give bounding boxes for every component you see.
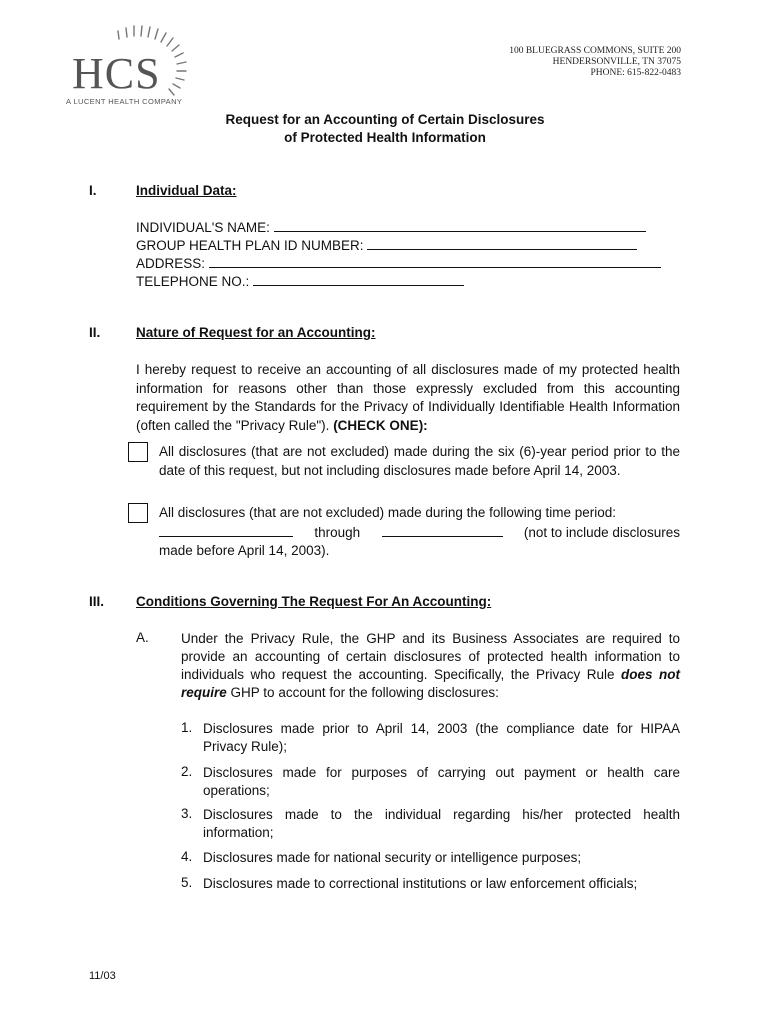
list-item-number: 4.	[181, 849, 193, 864]
document-title	[0, 111, 770, 147]
list-item-number: 5.	[181, 875, 193, 890]
through-label: through	[314, 524, 361, 540]
conditions-text-after: GHP to account for the following disclosures:	[230, 685, 499, 700]
individual-name-row	[136, 218, 646, 237]
company-address	[509, 46, 681, 79]
list-item-number: 1.	[181, 720, 193, 735]
address-label: ADDRESS:	[136, 256, 206, 271]
list-item-text: Disclosures made for national security or intelligence purposes;	[203, 850, 582, 865]
plan-id-label: GROUP HEALTH PLAN ID NUMBER:	[136, 238, 364, 253]
plan-id-row	[136, 236, 637, 255]
exclusion-note-start: (not to include disclosures	[523, 524, 680, 540]
check-one-label: (CHECK ONE):	[333, 417, 428, 433]
address-line-2: HENDERSONVILLE, TN 37075	[552, 57, 681, 67]
conditions-text-before: Under the Privacy Rule, the GHP and its Business Associates are required to provide an accounting of certain disclosures of protected health information to individuals who request the accounting. Specifically, the Privacy Rule	[181, 631, 680, 682]
list-item-number: 2.	[181, 764, 193, 779]
telephone-row	[136, 272, 464, 291]
section-2-number: II.	[89, 325, 101, 340]
telephone-label: TELEPHONE NO.:	[136, 274, 250, 289]
section-1-number: I.	[89, 183, 97, 198]
address-line-1: 100 BLUEGRASS COMMONS, SUITE 200	[509, 46, 681, 56]
individual-name-label: INDIVIDUAL'S NAME:	[136, 220, 270, 235]
title-line-2: of Protected Health Information	[284, 130, 486, 145]
subsection-a-label: A.	[136, 630, 149, 645]
telephone-field[interactable]	[253, 272, 464, 286]
period-start-field[interactable]	[159, 523, 293, 537]
period-end-field[interactable]	[382, 523, 503, 537]
request-intro: I hereby request to receive an accounting of all disclosures made of my protected health information for reasons other than those expressly excluded from this accounting requirement by the Standards for the Privacy of Individually Identifiable Health Information (often called the "Privacy Rule").	[136, 362, 680, 433]
exclusion-note-end: made before April 14, 2003).	[159, 543, 330, 558]
section-3-number: III.	[89, 594, 105, 609]
list-item-text: Disclosures made to correctional institutions or law enforcement officials;	[203, 876, 638, 891]
list-item-text: Disclosures made to the individual regarding his/her protected health information;	[203, 807, 680, 840]
footer-date-code: 11/03	[89, 970, 116, 982]
list-item-text: Disclosures made prior to April 14, 2003 (the compliance date for HIPAA Privacy Rule);	[203, 721, 680, 754]
option-time-period-label: All disclosures (that are not excluded) made during the following time period:	[159, 505, 616, 520]
section-2-heading: Nature of Request for an Accounting:	[136, 325, 376, 340]
subsection-a-text	[181, 630, 680, 702]
address-row	[136, 254, 661, 273]
title-line-1: Request for an Accounting of Certain Disclosures	[225, 112, 545, 127]
option-time-period-text	[159, 504, 680, 561]
section-3-heading: Conditions Governing The Request For An Accounting:	[136, 594, 492, 609]
individual-name-field[interactable]	[274, 218, 646, 232]
address-line-3: PHONE: 615-822-0483	[590, 68, 681, 78]
list-item-number: 3.	[181, 806, 193, 821]
section-1-heading: Individual Data:	[136, 183, 237, 198]
company-logo	[66, 22, 196, 112]
address-field[interactable]	[209, 254, 661, 268]
conditions-emphasis: does not require	[181, 667, 680, 700]
request-paragraph	[136, 361, 680, 435]
option-six-year-checkbox[interactable]	[128, 442, 148, 462]
logo-tagline: A LUCENT HEALTH COMPANY	[66, 97, 183, 106]
logo-wordmark: HCS	[72, 49, 161, 98]
option-time-period-checkbox[interactable]	[128, 503, 148, 523]
option-six-year-text: All disclosures (that are not excluded) made during the six (6)-year period prior to the date of this request, but not including disclosures made before April 14, 2003.	[159, 444, 680, 478]
list-item-text: Disclosures made for purposes of carrying out payment or health care operations;	[203, 765, 680, 798]
plan-id-field[interactable]	[367, 236, 637, 250]
